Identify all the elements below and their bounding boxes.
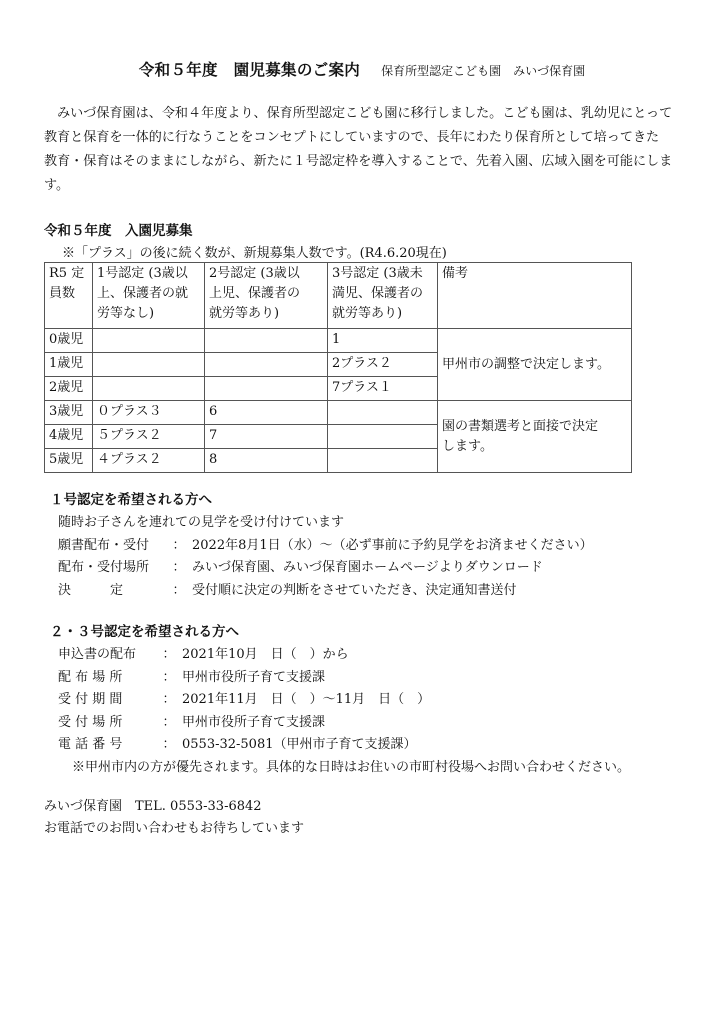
intro-line: す。 (44, 178, 70, 193)
section-type1-heading: １号認定を希望される方へ (50, 492, 212, 508)
info-line: 願書配布・受付 ： 2022年8月1日（水）～（必ず事前に予約見学をお済ませください） (58, 537, 593, 553)
section-type23 (44, 620, 630, 779)
recruitment-note: ※「プラス」の後に続く数が、新規募集人数です。(R4.6.20現在) (62, 246, 447, 261)
footer-contact: みいづ保育園 TEL. 0553-33-6842 (44, 799, 262, 814)
footer (44, 796, 304, 840)
header-remarks: 備考 (438, 263, 632, 329)
age-cell: 5歳児 (45, 449, 93, 473)
type2-cell: 8 (205, 449, 328, 473)
title-row (0, 58, 724, 80)
remark-under3: 甲州市の調整で決定します。 (438, 329, 632, 401)
type2-cell (205, 377, 328, 401)
recruitment-title: 令和５年度 入園児募集 (44, 223, 193, 239)
age-cell: 2歳児 (45, 377, 93, 401)
section-type1-intro: 随時お子さんを連れての見学を受け付けています (58, 515, 345, 530)
footer-message: お電話でのお問い合わせもお待ちしています (44, 821, 305, 836)
type3-cell (328, 401, 438, 425)
header-capacity: R5 定 員数 (45, 263, 93, 329)
section-type1 (44, 488, 593, 602)
type1-cell (93, 329, 205, 353)
page-title: 令和５年度 園児募集のご案内 (138, 61, 361, 79)
page-subtitle: 保育所型認定こども園 みいづ保育園 (381, 64, 586, 78)
table-row (45, 401, 632, 425)
type3-cell: 7プラス１ (328, 377, 438, 401)
recruitment-table (44, 262, 632, 473)
age-cell: 3歳児 (45, 401, 93, 425)
type3-cell (328, 449, 438, 473)
remark-over3: 園の書類選考と面接で決定 します。 (438, 401, 632, 473)
type2-cell: 7 (205, 425, 328, 449)
type1-cell (93, 377, 205, 401)
age-cell: 0歳児 (45, 329, 93, 353)
header-type3: 3号認定 (3歳未 満児、保護者の 就労等あり) (328, 263, 438, 329)
header-type2: 2号認定 (3歳以 上児、保護者の 就労等あり) (205, 263, 328, 329)
info-line: 配 布 場 所 ： 甲州市役所子育て支援課 (58, 669, 326, 685)
intro-line: みいづ保育園は、令和４年度より、保育所型認定こども園に移行しました。こども園は、乳幼児にとって (44, 106, 673, 121)
type2-cell (205, 329, 328, 353)
info-line: 申込書の配布 ： 2021年10月 日（ ）から (58, 647, 349, 662)
info-line: 決 定 ： 受付順に決定の判断をさせていただき、決定通知書送付 (58, 582, 517, 598)
table-row (45, 329, 632, 353)
intro-line: 教育と保育を一体的に行なうことをコンセプトにしていますので、長年にわたり保育所として培ってきた (44, 130, 660, 145)
type3-cell: 1 (328, 329, 438, 353)
table-header-row (45, 263, 632, 329)
age-cell: 1歳児 (45, 353, 93, 377)
type1-cell: ４プラス２ (93, 449, 205, 473)
type1-cell: ０プラス３ (93, 401, 205, 425)
type2-cell (205, 353, 328, 377)
intro-paragraph (44, 102, 684, 198)
type3-cell: 2プラス２ (328, 353, 438, 377)
age-cell: 4歳児 (45, 425, 93, 449)
type2-cell: 6 (205, 401, 328, 425)
header-type1: 1号認定 (3歳以 上、保護者の就 労等なし) (93, 263, 205, 329)
info-line: 受 付 期 間 ： 2021年11月 日（ ）～11月 日（ ） (58, 692, 431, 707)
info-line: 電 話 番 号 ： 0553-32-5081（甲州市子育て支援課） (58, 737, 417, 752)
info-line: 受 付 場 所 ： 甲州市役所子育て支援課 (58, 714, 326, 730)
type3-cell (328, 425, 438, 449)
type1-cell: ５プラス２ (93, 425, 205, 449)
intro-line: 教育・保育はそのままにしながら、新たに１号認定枠を導入することで、先着入園、広域入園を可能にしま (44, 154, 673, 169)
info-line: 配布・受付場所 ： みいづ保育園、みいづ保育園ホームページよりダウンロード (58, 560, 543, 575)
section-type23-heading: ２・３号認定を希望される方へ (50, 624, 239, 640)
section-type23-note: ※甲州市内の方が優先されます。具体的な日時はお住いの市町村役場へお問い合わせください。 (72, 759, 630, 775)
type1-cell (93, 353, 205, 377)
